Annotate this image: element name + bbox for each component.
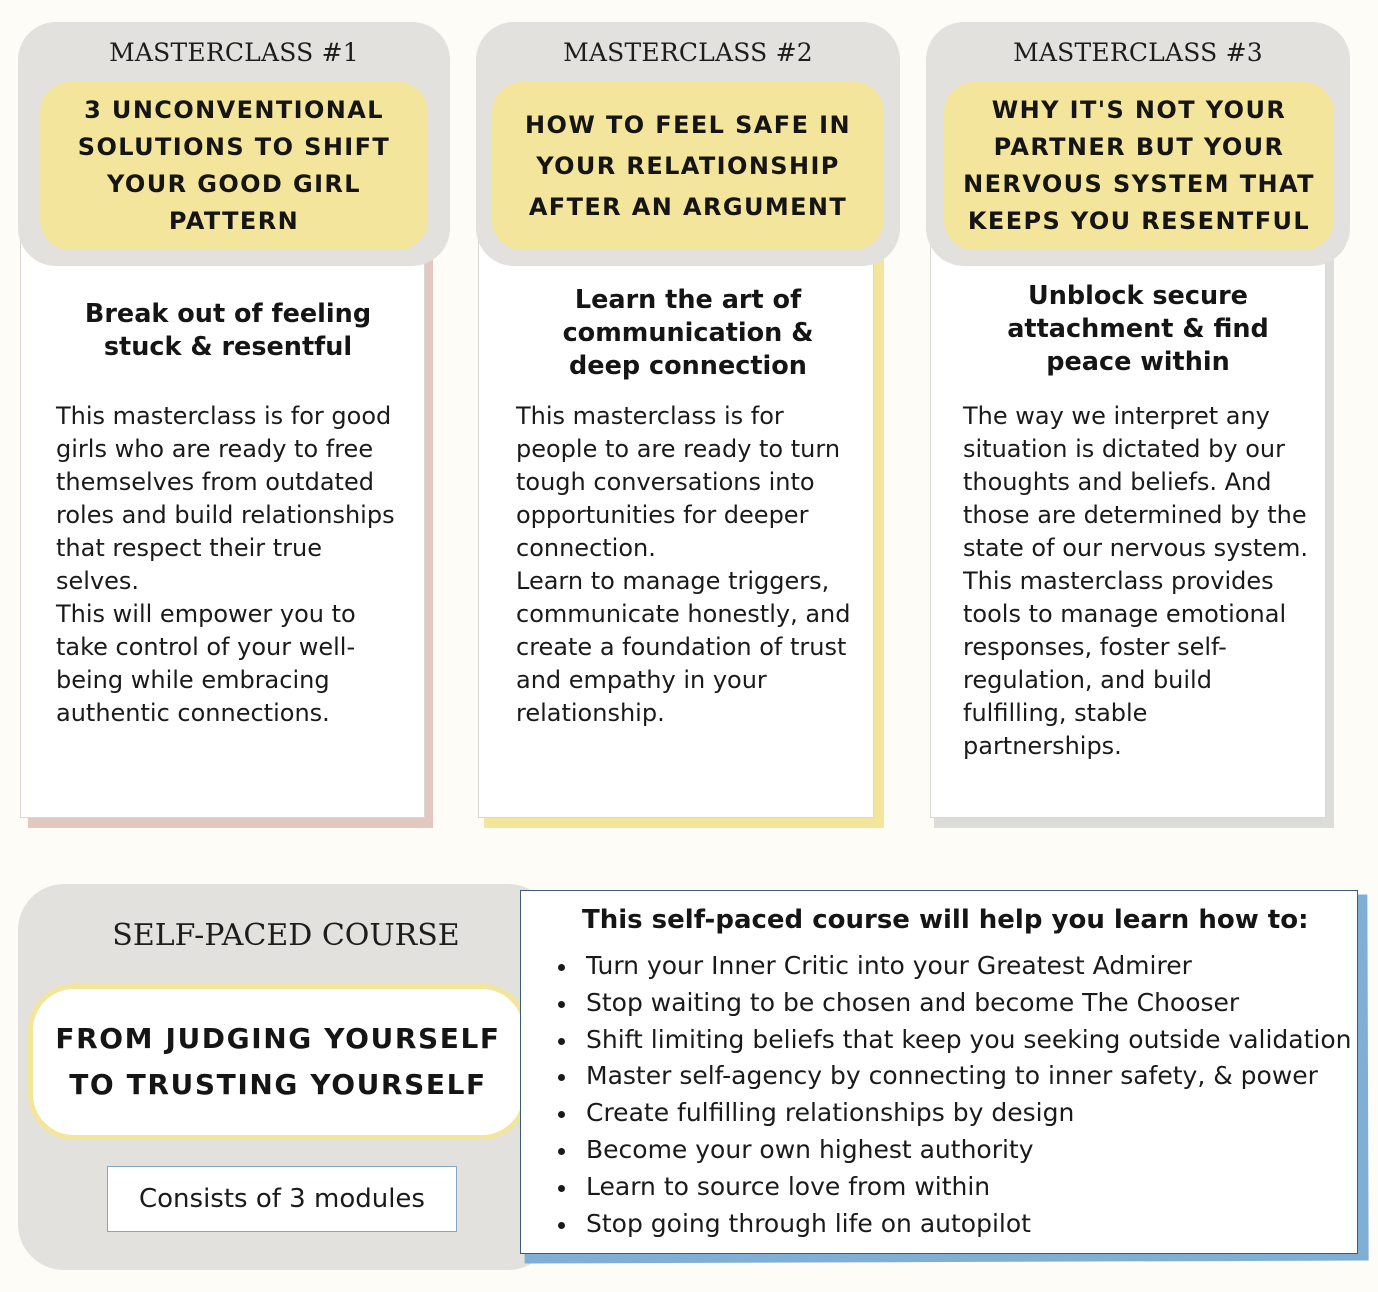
masterclass-label: MASTERCLASS #1 xyxy=(109,38,359,67)
masterclass-card-2 xyxy=(476,22,906,832)
list-item: Turn your Inner Critic into your Greatest Admirer xyxy=(556,948,1352,985)
modules-button[interactable]: Consists of 3 modules xyxy=(107,1166,457,1232)
course-title xyxy=(28,984,528,1140)
masterclass-label: MASTERCLASS #3 xyxy=(1013,38,1263,67)
masterclass-card-1 xyxy=(18,22,452,832)
list-item: Create fulfilling relationships by design xyxy=(556,1095,1352,1132)
description-paragraph: This will empower you to take control of your well-being while embracing authentic connections. xyxy=(56,600,356,727)
masterclass-subtitle: Learn the art of communication & deep connection xyxy=(562,285,814,381)
list-item: Master self-agency by connecting to inner safety, & power xyxy=(556,1058,1352,1095)
description-paragraph: This masterclass provides tools to manage emotional responses, foster self-regulation, and build fulfilling, stable partnerships. xyxy=(963,567,1287,760)
description-paragraph: This masterclass is for people to are ready to turn tough conversations into opportunities for deeper connection. xyxy=(516,402,841,562)
list-item: Stop waiting to be chosen and become The Chooser xyxy=(556,985,1352,1022)
masterclass-subtitle: Break out of feeling stuck & resentful xyxy=(84,299,372,362)
masterclass-title xyxy=(492,82,884,250)
masterclass-label: MASTERCLASS #2 xyxy=(563,38,813,67)
masterclass-title-text: WHY IT'S NOT YOUR PARTNER BUT YOUR NERVOUS SYSTEM THAT KEEPS YOU RESENTFUL xyxy=(963,96,1315,235)
masterclass-description xyxy=(516,400,861,730)
masterclass-title-text: HOW TO FEEL SAFE IN YOUR RELATIONSHIP AFTER AN ARGUMENT xyxy=(525,110,851,221)
list-item: Become your own highest authority xyxy=(556,1132,1352,1169)
masterclass-card-3 xyxy=(926,22,1356,832)
learn-title: This self-paced course will help you learn how to: xyxy=(582,905,1309,935)
list-item: Shift limiting beliefs that keep you seeking outside validation xyxy=(556,1022,1352,1059)
list-item: Learn to source love from within xyxy=(556,1169,1352,1206)
course-label: SELF-PACED COURSE xyxy=(112,918,460,953)
masterclass-title xyxy=(944,82,1334,250)
masterclass-title xyxy=(40,82,428,250)
masterclass-description xyxy=(56,400,396,730)
list-item: Stop going through life on autopilot xyxy=(556,1206,1352,1243)
masterclass-subtitle: Unblock secure attachment & find peace within xyxy=(1007,281,1269,377)
description-paragraph: Learn to manage triggers, communicate honestly, and create a foundation of trust and empathy in your relationship. xyxy=(516,567,851,727)
masterclass-description xyxy=(963,400,1313,763)
course-title-text: FROM JUDGING YOURSELF TO TRUSTING YOURSELF xyxy=(55,1022,501,1101)
description-paragraph: The way we interpret any situation is dictated by our thoughts and beliefs. And those are determined by the state of our nervous system. xyxy=(963,402,1309,562)
learn-list xyxy=(556,948,1352,1242)
description-paragraph: This masterclass is for good girls who are ready to free themselves from outdated roles and build relationships that respect their true selves. xyxy=(56,402,395,595)
masterclass-title-text: 3 UNCONVENTIONAL SOLUTIONS TO SHIFT YOUR GOOD GIRL PATTERN xyxy=(77,96,391,235)
